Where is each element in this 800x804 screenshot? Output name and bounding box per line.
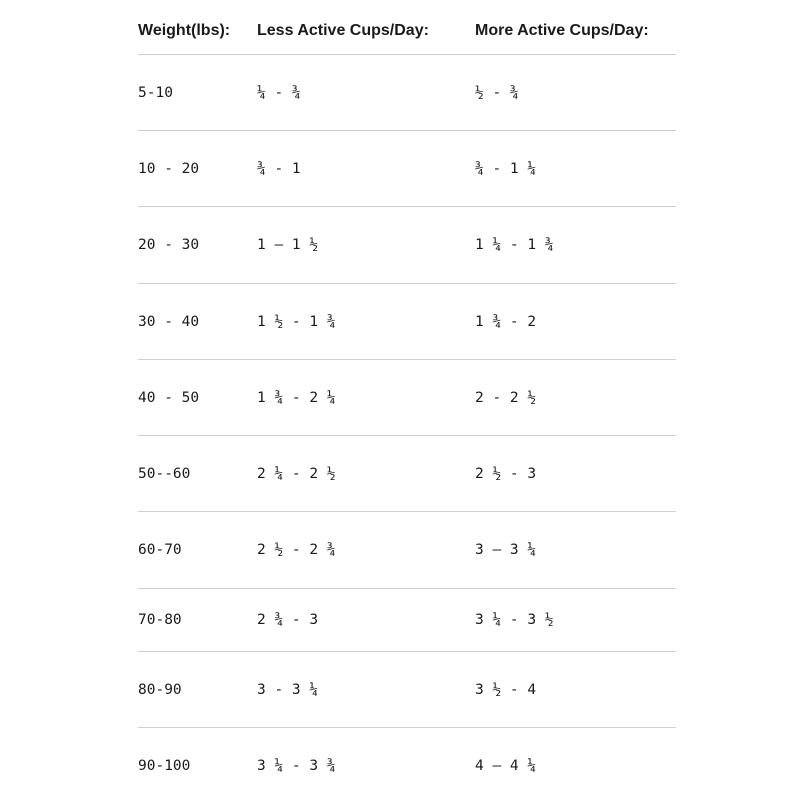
table-row [138,589,676,652]
table-row [138,360,676,436]
more-active-cell: 2 ½ - 3 [475,465,537,482]
more-active-cell: ½ - ¾ [475,84,519,101]
table-row [138,436,676,512]
less-active-cell: 2 ¼ - 2 ½ [257,465,336,482]
less-active-cell: ¼ - ¾ [257,84,301,101]
weight-cell: 30 - 40 [138,313,200,330]
table-row [138,55,676,131]
more-active-cell: 3 ¼ - 3 ½ [475,612,554,628]
table-row [138,284,676,360]
weight-cell: 40 - 50 [138,389,200,406]
feeding-table [138,0,676,804]
less-active-cell: 1 ½ - 1 ¾ [257,313,336,330]
more-active-cell: 3 – 3 ¼ [475,542,537,558]
table-row [138,207,676,284]
weight-cell: 50--60 [138,465,191,482]
weight-cell: 5-10 [138,84,173,101]
table-header-row [138,0,676,55]
more-active-cell: 3 ½ - 4 [475,681,537,698]
table-row [138,652,676,728]
less-active-cell: 1 ¾ - 2 ¼ [257,389,336,406]
header-weight: Weight(lbs): [138,22,231,39]
more-active-cell: ¾ - 1 ¼ [475,160,537,177]
table-row [138,728,676,804]
less-active-cell: 1 – 1 ½ [257,237,319,253]
weight-cell: 60-70 [138,542,182,558]
table-row [138,512,676,589]
more-active-cell: 4 – 4 ¼ [475,758,537,774]
less-active-cell: 3 - 3 ¼ [257,681,319,698]
weight-cell: 90-100 [138,758,191,774]
header-less-active: Less Active Cups/Day: [257,22,429,39]
weight-cell: 80-90 [138,681,182,698]
more-active-cell: 1 ¼ - 1 ¾ [475,237,554,253]
less-active-cell: 3 ¼ - 3 ¾ [257,758,336,774]
weight-cell: 20 - 30 [138,237,200,253]
weight-cell: 70-80 [138,612,182,628]
weight-cell: 10 - 20 [138,160,200,177]
less-active-cell: 2 ½ - 2 ¾ [257,542,336,558]
less-active-cell: 2 ¾ - 3 [257,612,319,628]
less-active-cell: ¾ - 1 [257,160,301,177]
header-more-active: More Active Cups/Day: [475,22,649,39]
more-active-cell: 1 ¾ - 2 [475,313,537,330]
more-active-cell: 2 - 2 ½ [475,389,537,406]
table-row [138,131,676,207]
